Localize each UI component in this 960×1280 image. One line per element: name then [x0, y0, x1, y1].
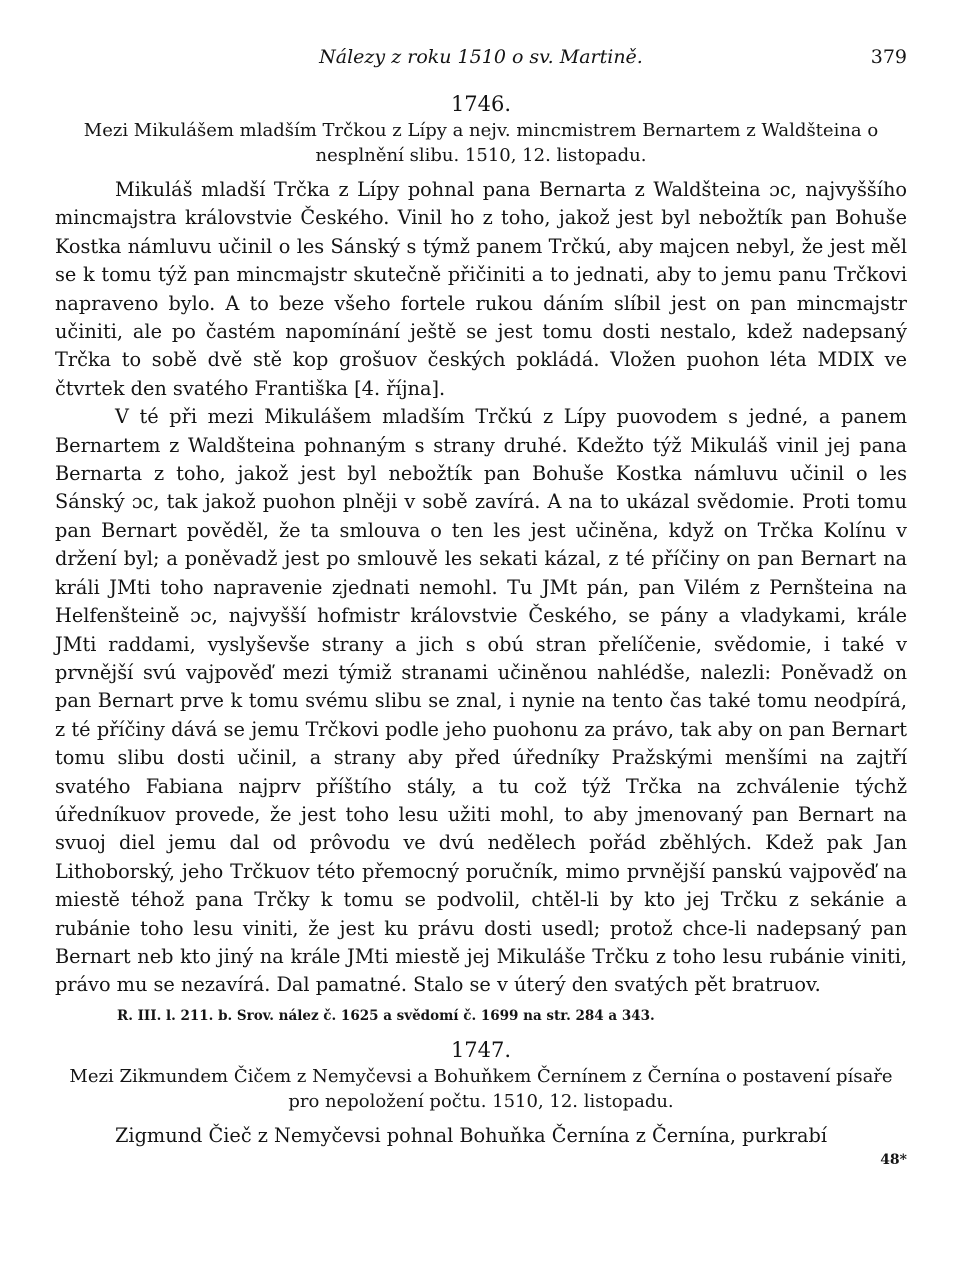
running-header [55, 46, 907, 76]
entry-paragraph: Zigmund Čieč z Nemyčevsi pohnal Bohuňka Černína z Černína, purkrabí [115, 1123, 828, 1147]
entry-summary: Mezi Zikmundem Čičem z Nemyčevsi a Bohuňkem Černínem z Černína o postavení písaře pro nepoložení počtu. 1510, 12. listopadu. [69, 1065, 893, 1112]
entry-paragraph: Mikuláš mladší Trčka z Lípy pohnal pana Bernarta z Waldšteina ɔc, najvyššího mincmajstra královstvie Českého. Vinil ho z toho, jakož jest byl nebožtík pan Bohuše Kostka námluvu učinil o les Sánský s týmž panem Trčkú, aby majcen nebyl, že jest měl se k tomu týž pan mincmajstr skutečně přičiniti a to jednati, aby to jemu panu Trčkovi napraveno bylo. A to beze všeho fortele rukou dáním slíbil jest on pan mincmajstr učiniti, ale po častém napomínání ještě se jest tomu dosti nestalo, kdež nadepsaný Trčka to sobě dvě stě kop grošuov českých pokládá. Vložen puohon léta MDIX ve čtvrtek den svatého Františka [4. října]. [55, 178, 907, 400]
entry-paragraph: V té při mezi Mikulášem mladším Trčkú z Lípy puovodem s jedné, a panem Bernartem z Waldšteina pohnaným s strany druhé. Kdežto týž Mikuláš vinil jej pana Bernarta z toho, jakož jest byl nebožtík pan Bohuše Kostka námluvu učinil o les Sánský ɔc, tak jakož puohon plněji v sobě zavírá. A na to ukázal svědomie. Proti tomu pan Bernart pověděl, že ta smlouva o ten les jest učiněna, když on Trčka Kolínu v držení byl; a poněvadž jest po smlouvě les sekati kázal, z té příčiny on pan Bernart na králi JMti toho napravenie zjednati nemohl. Tu JMt pán, pan Vilém z Pernšteina na Helfenšteině ɔc, najvyšší hofmistr královstvie Českého, se pány a vladykami, krále JMti raddami, vyslyševše strany a jich s obú stran přelíčenie, svědomie, i také v prvnější svú vajpověď mezi týmiž stranami učiněnou nahlédše, nalezli: Poněvadž on pan Bernart prve k tomu svému slibu se znal, i nynie na tento čas také tomu neodpírá, z té příčiny dává se jemu Trčkovi podle jeho puohonu za právo, tak aby on pan Bernart tomu slibu dosti učinil, a strany aby před úředníky Pražskými menšími na zajtří svatého Fabiana najprv příštího stály, a tu což týž Trčka na zchválenie týchž úředníkuov provede, že jest toho lesu užiti mohl, to aby jmenovaný pan Bernart na svuoj diel jemu dal od prôvodu ve dvú nedělech pořád zběhlých. Kdež pak Jan Lithoborský, jeho Trčkuov této přemocný poručník, mimo prvnější panskú vajpověď na miestě téhož pana Trčky k tomu se podvolil, chtěl-li by kto jej Trčku z sekánie a rubánie toho lesu viniti, že jest ku právu dosti usedl; protož chce-li nadepsaný pan Bernart neb kto jiný na krále JMti miestě jej Mikuláše Trčku z toho lesu rubánie viniti, právo mu se nezavírá. Dal pamatné. Stalo se v úterý den svatých pět bratruov. [55, 405, 907, 997]
signature-mark: 48* [880, 1152, 907, 1169]
entry-number: 1746. [450, 92, 512, 116]
entry-summary: Mezi Mikulášem mladším Trčkou z Lípy a nejv. mincmistrem Bernartem z Waldšteina o nesplnění slibu. 1510, 12. listopadu. [83, 120, 879, 166]
document-page [55, 46, 907, 1168]
source-reference: R. III. l. 211. b. Srov. nález č. 1625 a svědomí č. 1699 na str. 284 a 343. [117, 1007, 655, 1024]
page-number: 379 [870, 46, 907, 68]
running-title: Nálezy z roku 1510 o sv. Martině. [319, 46, 643, 68]
entry-number: 1747. [450, 1037, 512, 1062]
